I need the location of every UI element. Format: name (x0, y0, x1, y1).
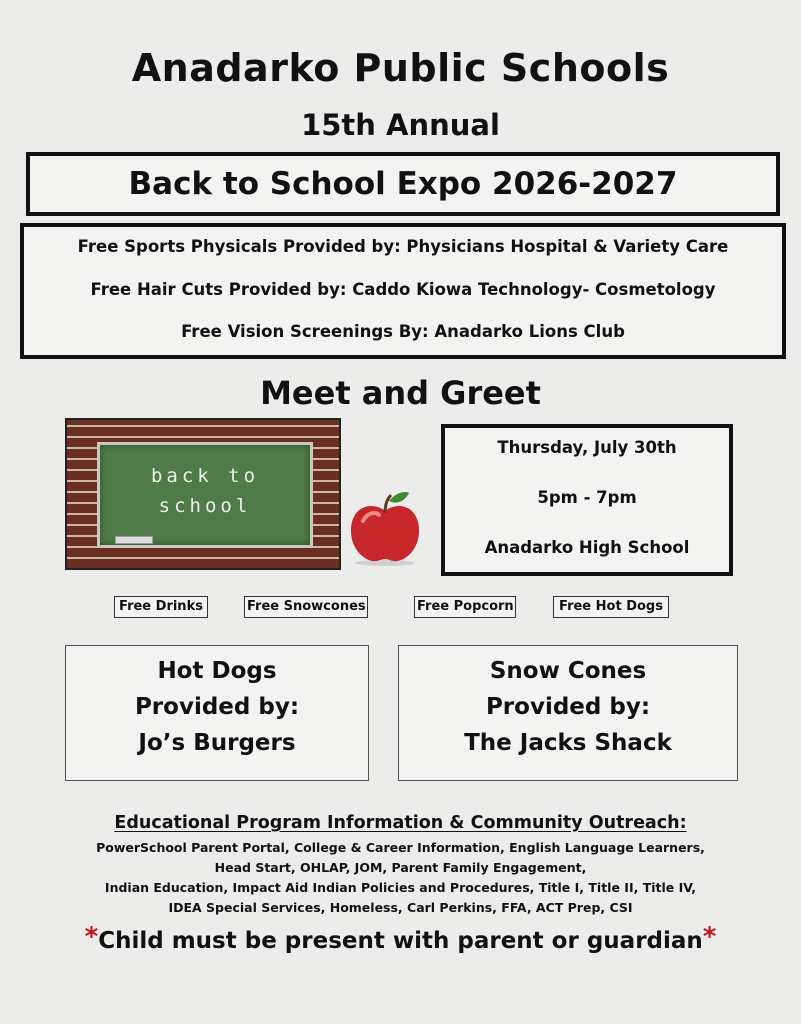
asterisk-icon: * (702, 922, 717, 952)
snowcones-provided-by: Provided by: (485, 694, 651, 720)
snowcones-provider-box (398, 645, 738, 781)
free-snowcones-tag: Free Snowcones (244, 596, 368, 618)
notice-text: Child must be present with parent or guardian (98, 928, 703, 954)
hotdogs-provider-name: Jo’s Burgers (138, 730, 296, 756)
free-drinks-tag: Free Drinks (114, 596, 208, 618)
expo-title-box (26, 152, 780, 216)
education-line-2: Head Start, OHLAP, JOM, Parent Family Engagement, (214, 860, 587, 875)
annual-subheading: 15th Annual (301, 108, 500, 142)
education-line-4: IDEA Special Services, Homeless, Carl Perkins, FFA, ACT Prep, CSI (168, 900, 633, 915)
service-vision: Free Vision Screenings By: Anadarko Lions Club (181, 322, 625, 341)
chalkboard-image (65, 418, 341, 570)
free-popcorn-tag: Free Popcorn (414, 596, 516, 618)
expo-title: Back to School Expo 2026-2027 (128, 166, 678, 202)
hotdogs-provider-box (65, 645, 369, 781)
free-hotdogs-tag: Free Hot Dogs (553, 596, 669, 618)
school-name-heading: Anadarko Public Schools (131, 46, 670, 90)
chalkboard-text-line1: back to (150, 465, 260, 487)
chalkboard-surface (97, 442, 313, 548)
service-physicals: Free Sports Physicals Provided by: Physicians Hospital & Variety Care (77, 237, 729, 256)
eraser-icon (115, 536, 153, 544)
apple-icon (345, 487, 425, 567)
service-haircuts: Free Hair Cuts Provided by: Caddo Kiowa Technology- Cosmetology (90, 280, 716, 299)
education-line-3: Indian Education, Impact Aid Indian Policies and Procedures, Title I, Title II, Title IV, (104, 880, 697, 895)
snowcones-title: Snow Cones (489, 658, 647, 684)
event-location: Anadarko High School (484, 538, 690, 557)
asterisk-icon: * (84, 922, 99, 952)
child-notice (0, 922, 801, 958)
education-line-1: PowerSchool Parent Portal, College & Career Information, English Language Learners, (96, 840, 705, 855)
hotdogs-provided-by: Provided by: (134, 694, 300, 720)
hotdogs-title: Hot Dogs (157, 658, 277, 684)
event-date: Thursday, July 30th (497, 438, 677, 457)
event-time: 5pm - 7pm (537, 488, 637, 507)
education-heading: Educational Program Information & Community Outreach: (114, 813, 687, 833)
snowcones-provider-name: The Jacks Shack (464, 730, 672, 756)
event-details-box (441, 424, 733, 576)
services-box (20, 223, 786, 359)
meet-and-greet-heading: Meet and Greet (260, 374, 541, 412)
chalkboard-text-line2: school (158, 495, 252, 517)
